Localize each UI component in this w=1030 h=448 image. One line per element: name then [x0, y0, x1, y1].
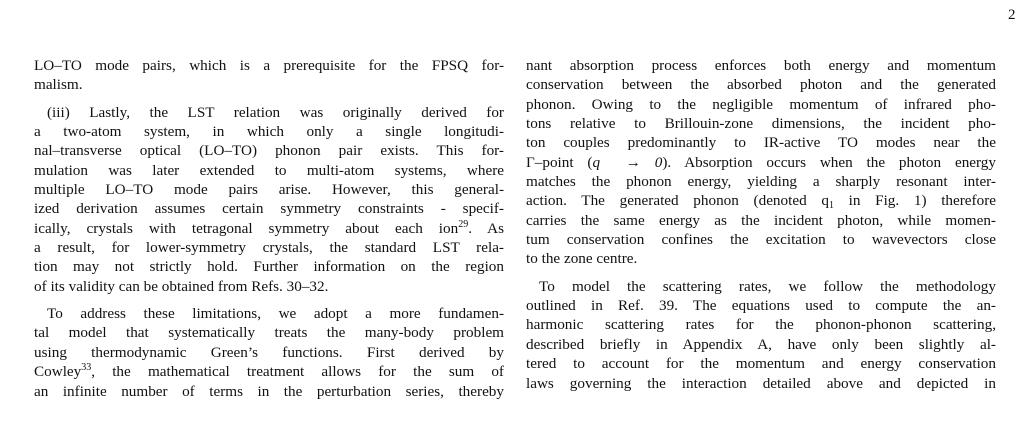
text-line: ton couples predominantly to IR-active TO modes near the — [526, 134, 996, 152]
text-line: matches the phonon energy, yielding a sharply resonant inter- — [526, 173, 996, 191]
text-line: nal–transverse optical (LO–TO) phonon pair exists. This for- — [34, 142, 504, 160]
text-segment: . As — [468, 219, 504, 237]
left-column — [34, 56, 504, 401]
text-line: tons relative to Brillouin-zone dimensions, the incident pho- — [526, 115, 996, 133]
text-line: tum conservation confines the excitation to wavevectors close — [526, 231, 996, 249]
text-line: To model the scattering rates, we follow the methodology — [539, 277, 996, 295]
text-line: mulation was later extended to multi-atom systems, where — [34, 161, 504, 179]
citation-superscript: 29 — [458, 218, 469, 230]
text-segment: , the mathematical treatment allows for the sum of — [91, 363, 504, 381]
text-line: laws governing the interaction detailed above and depicted in — [526, 374, 996, 392]
text-line: an infinite number of terms in the perturbation series, thereby — [34, 382, 504, 400]
text-segment: ). Absorption occurs when the photon energy — [662, 153, 996, 171]
text-line: phonon. Owing to the negligible momentum of infrared pho- — [526, 95, 996, 113]
text-line: using thermodynamic Green’s functions. First derived by — [34, 343, 504, 361]
text-line: multiple LO–TO mode pairs arise. However, this general- — [34, 181, 504, 199]
text-line: tion may not strictly hold. Further information on the region — [34, 258, 504, 276]
text-line — [34, 362, 504, 381]
text-line: To address these limitations, we adopt a more fundamen- — [47, 305, 504, 323]
right-column — [526, 56, 996, 393]
text-line: LO–TO mode pairs, which is a prerequisite for the FPSQ for- — [34, 57, 504, 74]
text-line: to the zone centre. — [526, 250, 638, 268]
math-expression: q⃗ → 0 — [592, 153, 663, 171]
text-segment: Cowley — [34, 363, 82, 381]
text-line: a two-atom system, in which only a single longitudi- — [34, 123, 504, 141]
text-segment: in Fig. 1) therefore — [833, 192, 996, 210]
text-line: harmonic scattering rates for the phonon-phonon scattering, — [526, 316, 996, 334]
text-line: described briefly in Appendix A, have only been slightly al- — [526, 335, 996, 353]
text-line: ized derivation assumes certain symmetry constraints - specif- — [34, 200, 504, 218]
text-segment: Γ–point ( — [526, 153, 593, 171]
page-number: 2 — [1008, 7, 1016, 23]
subscript: 1 — [828, 200, 834, 211]
text-line: of its validity can be obtained from Refs. 30–32. — [34, 277, 329, 295]
text-line: malism. — [34, 76, 83, 94]
text-line: outlined in Ref. 39. The equations used to compute the an- — [526, 297, 996, 315]
text-line: carries the same energy as the incident photon, while momen- — [526, 211, 996, 229]
text-line: tal model that systematically treats the many-body problem — [34, 324, 504, 342]
text-line: (iii) Lastly, the LST relation was originally derived for — [47, 103, 504, 121]
text-line — [34, 219, 504, 238]
text-line: tered to account for the momentum and energy conservation — [526, 355, 996, 373]
text-line: nant absorption process enforces both energy and momentum — [526, 57, 996, 74]
text-segment: ically, crystals with tetragonal symmetry about each ion — [34, 219, 459, 237]
citation-superscript: 33 — [81, 362, 92, 374]
text-segment: action. The generated phonon (denoted q — [526, 192, 829, 210]
text-line: a result, for lower-symmetry crystals, the standard LST rela- — [34, 239, 504, 257]
text-line — [526, 191, 996, 210]
text-line — [526, 153, 996, 172]
text-line: conservation between the absorbed photon and the generated — [526, 76, 996, 94]
